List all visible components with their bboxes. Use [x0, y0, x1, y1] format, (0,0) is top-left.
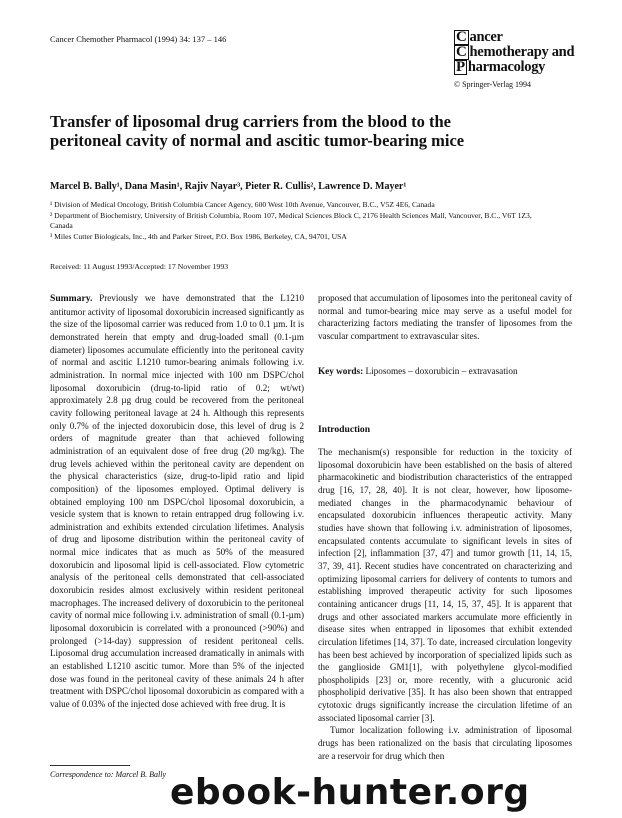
affiliations — [50, 200, 550, 242]
received-dates: Received: 11 August 1993/Accepted: 17 November 1993 — [50, 262, 229, 271]
correspondence-note: Correspondence to: Marcel B. Bally — [50, 770, 167, 779]
keywords-text: Liposomes – doxorubicin – extravasation — [365, 366, 518, 376]
logo-word-2: hemotherapy and — [469, 44, 575, 60]
logo-line-3 — [454, 60, 594, 75]
summary-paragraph — [50, 292, 304, 711]
summary-column — [50, 292, 304, 711]
keywords-label: Key words: — [318, 366, 364, 376]
logo-word-1: ancer — [469, 29, 503, 45]
copyright-notice: © Springer-Verlag 1994 — [454, 80, 532, 89]
logo-cap-p: P — [456, 59, 465, 75]
logo-line-2 — [454, 45, 594, 60]
journal-reference: Cancer Chemother Pharmacol (1994) 34: 137 – 146 — [50, 34, 227, 44]
logo-line-1 — [454, 30, 594, 45]
introduction-heading: Introduction — [318, 424, 371, 435]
watermark: ebook-hunter.org — [170, 772, 530, 813]
author-list: Marcel B. Bally¹, Dana Masin¹, Rajiv Nayar³, Pieter R. Cullis², Lawrence D. Mayer¹ — [50, 181, 407, 192]
summary-continuation: proposed that accumulation of liposomes into the peritoneal cavity of normal and tumor-bearing mice may serve as a useful model for characterizing factors mediating the transfer of liposomes from the vascular compartment to extravascular sites. — [318, 293, 572, 341]
logo-cap-c2: C — [456, 44, 467, 60]
affiliation-1: ¹ Division of Medical Oncology, British Columbia Cancer Agency, 600 West 10th Avenue, Vancouver, B.C., V5Z 4E6, Canada — [50, 200, 435, 209]
summary-label: Summary. — [50, 293, 93, 304]
introduction-paragraph-2: Tumor localization following i.v. administration of liposomal drugs has been rationalized on the basis that circulating liposomes are a reservoir for drug which then — [318, 725, 572, 761]
footnote-divider — [50, 765, 130, 766]
introduction-paragraph-1: The mechanism(s) responsible for reduction in the toxicity of liposomal doxorubicin have been established on the basis of altered pharmacokinetic and biodistribution characteristics of the entrapped drug [16, 17, 28, 40]. It is not clear, however, how liposome-mediated changes in the pharmacodynamic behaviour of encapsulated doxorubicin influences therapeutic activity. Many studies have shown that following i.v. administration of liposomes, encapsulated contents accumulate to significant levels in sites of infection [2], inflammation [37, 47] and tumor growth [11, 14, 15, 37, 39, 41]. Recent studies have concentrated on characterizing and optimizing liposomal carriers for delivery of contents to tumors and establishing improved therapeutic activity for such liposomes containing anticancer drugs [11, 14, 15, 37, 45]. It is apparent that drugs and other associated markers accumulate more efficiently in disease sites when entrapped in liposomes that exhibit extended circulation lifetimes [14, 37]. To date, increased circulation longevity has been best achieved by incorporation of specialized lipids such as the ganglioside GM1[1], with polyethylene glycol-modified phospholipids [23] or, more recently, with a glucuronic acid phospholipid derivative [35]. It has also been shown that entrapped cytotoxic drugs significantly increase the circulation lifetime of an associated liposomal carrier [3]. — [318, 447, 572, 723]
affiliation-2: ² Department of Biochemistry, University of British Columbia, Room 107, Medical Sciences Block C, 2176 Health Sciences Mall, Vancouver, B.C., V6T 1Z3, Canada — [50, 210, 532, 230]
introduction-body — [318, 446, 572, 762]
summary-text: Previously we have demonstrated that the L1210 antitumor activity of liposomal doxorubicin increased significantly as the size of the liposomal carrier was reduced from 1.0 to 0.1 µm. It is demonstrated herein that empty and drug-loaded small (0.1-µm diameter) liposomes accumulate efficiently into the peritoneal cavity of normal and ascitic L1210 tumor-bearing animals following i.v. administration. In normal mice injected with 100 nm DSPC/chol liposomal doxorubicin (drug-to-lipid ratio of 0.2; wt/wt) approximately 2.8 µg drug could be recovered from the peritoneal cavity following peritoneal lavage at 24 h. Although this represents only 0.7% of the injected doxorubicin dose, this level of drug is 2 orders of magnitude greater than that achieved following administration of an equivalent dose of free drug (20 mg/kg). The drug levels achieved within the peritoneal cavity are dependent on the physical characteristics (size, drug-to-lipid ratio and lipid composition) of the liposomes employed. Optimal delivery is obtained employing 100 nm DSPC/chol liposomal doxorubicin, a vesicle system that is known to retain entrapped drug following i.v. administration and exhibits extended circulation lifetimes. Analysis of drug and liposome distribution within the peritoneal cavity of normal mice indicates that as much as 50% of the measured doxorubicin and liposomal lipid is cell-associated. Flow cytometric analysis of the peritoneal cells demonstrated that cell-associated doxorubicin resides almost exclusively within resident peritoneal macrophages. The increased delivery of doxorubicin to the peritoneal cavity of normal mice following i.v. administration of small (0.1-µm) liposomal doxorubicin is correlated with a pronounced (>90%) and prolonged (>14-day) suppression of resident peritoneal cells. Liposomal drug accumulation increased dramatically in animals with an established L1210 ascitic tumor. More than 5% of the injected dose was found in the peritoneal cavity of these animals 24 h after treatment with DSPC/chol liposomal doxorubicin as compared with a value of 0.03% of the injected dose achieved with free drug. It is — [50, 293, 304, 709]
logo-cap-c1: C — [456, 29, 467, 45]
keywords — [318, 366, 572, 376]
affiliation-3: ³ Miles Cutter Biologicals, Inc., 4th and Parker Street, P.O. Box 1986, Berkeley, CA, 94701, USA — [50, 231, 347, 241]
logo-word-3: harmacology — [467, 59, 546, 75]
article-title: Transfer of liposomal drug carriers from the blood to the peritoneal cavity of normal and ascitic tumor-bearing mice — [50, 112, 465, 150]
journal-logo — [454, 30, 594, 75]
summary-continuation-column — [318, 292, 572, 343]
